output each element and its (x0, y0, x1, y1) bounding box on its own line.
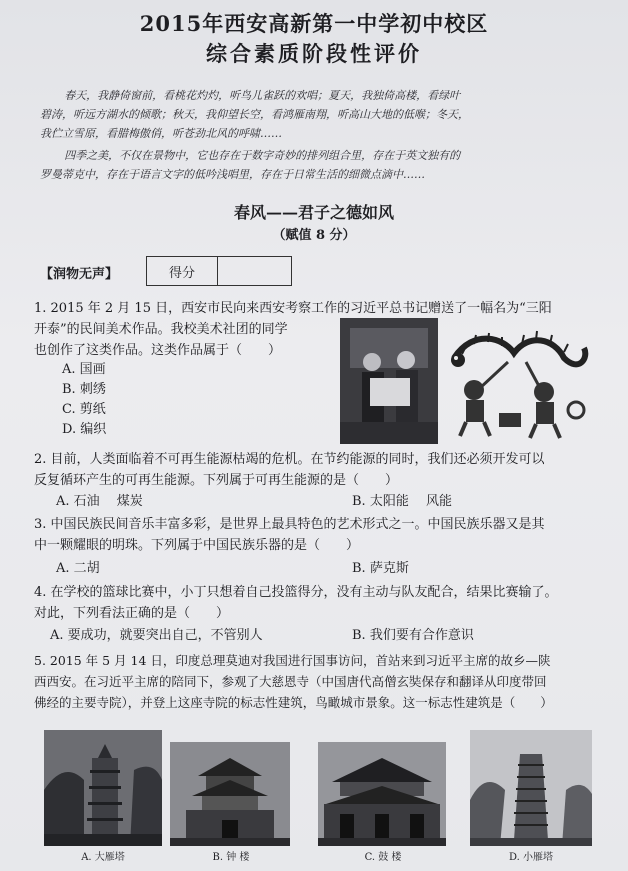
intro-line: 罗曼蒂克中，存在于语言文字的低吟浅唱里，存在于日常生活的细微点滴中…… (40, 168, 425, 181)
question-line: 对此，下列看法正确的是（ ） (34, 606, 230, 621)
score-field[interactable] (218, 257, 291, 285)
caption-a: A. 大雁塔 (81, 852, 125, 863)
intro-line: 四季之美，不仅在景物中，它也存在于数字奇妙的排列组合里，存在于英文独有的 (64, 149, 461, 162)
exam-subtitle: 综合素质阶段性评价 (206, 41, 422, 66)
q2-option-a[interactable]: A. 石油 煤炭 (56, 494, 143, 509)
question-line: 2. 目前，人类面临着不可再生能源枯竭的危机。在节约能源的同时，我们还必须开发可以 (34, 452, 545, 467)
gift-photo (340, 318, 438, 444)
section-tag: 【润物无声】 (40, 267, 119, 282)
question-line: 1. 2015 年 2 月 15 日，西安市民向来西安考察工作的习近平总书记赠送了一幅名为“三阳 (34, 301, 552, 316)
drum-tower-photo[interactable] (318, 742, 446, 846)
question-line: 佛经的主要寺院），并登上这座寺院的标志性建筑，鸟瞰城市景象。这一标志性建筑是（ ） (34, 695, 553, 710)
q4-option-a[interactable]: A. 要成功，就要突出自己，不管别人 (50, 628, 263, 643)
bell-tower-photo[interactable] (170, 742, 290, 846)
question-line: 西西安。在习近平主席的陪同下，参观了大慈恩寺（中国唐代高僧玄奘保存和翻译从印度带回 (34, 674, 547, 689)
q3-option-b[interactable]: B. 萨克斯 (352, 561, 409, 576)
score-label: 得分 (147, 257, 218, 285)
xiaoyan-pagoda-photo[interactable] (470, 730, 592, 846)
question-line: 5. 2015 年 5 月 14 日，印度总理莫迪对我国进行国事访问，首站来到习近平主席的故乡—陕 (34, 653, 551, 668)
question-4 (34, 582, 614, 624)
question-line: 中一颗耀眼的明珠。下列属于中国民族乐器的是（ ） (34, 538, 360, 553)
section-subtitle: （赋值 8 分） (272, 228, 356, 243)
question-5 (34, 650, 619, 713)
q1-option-d[interactable]: D. 编织 (62, 422, 107, 437)
dayan-pagoda-photo[interactable] (44, 730, 162, 846)
intro-paragraph-2 (40, 146, 600, 184)
caption-d: D. 小雁塔 (508, 852, 554, 863)
intro-paragraph-1 (40, 86, 600, 143)
question-line: 4. 在学校的篮球比赛中，小丁只想着自己投篮得分，没有主动与队友配合，结果比赛输了。 (34, 585, 558, 600)
question-line: 也创作了这类作品。这类作品属于（ ） (34, 343, 282, 358)
caption-c: C. 鼓 楼 (364, 852, 402, 863)
question-2 (34, 449, 614, 491)
question-line: 开泰”的民间美术作品。我校美术社团的同学 (34, 322, 288, 337)
intro-line: 碧涛，听远方湖水的倾歌；秋天，我仰望长空，看鸿雁南翔，听高山大地的低喉；冬天， (40, 108, 469, 121)
section-title: 春风——君子之德如风 (233, 203, 394, 222)
caption-b: B. 钟 楼 (212, 852, 250, 863)
q1-option-a[interactable]: A. 国画 (62, 362, 106, 377)
q1-option-c[interactable]: C. 剪纸 (62, 402, 106, 417)
paper-cut-illustration (444, 318, 594, 444)
question-line: 3. 中国民族民间音乐丰富多彩，是世界上最具特色的艺术形式之一。中国民族乐器又是其 (34, 517, 545, 532)
q4-option-b[interactable]: B. 我们要有合作意识 (352, 628, 474, 643)
intro-line: 我伫立雪原，看腊梅傲俏，听苍劲北风的呼啸…… (40, 127, 282, 140)
score-box[interactable] (146, 256, 292, 286)
question-3 (34, 514, 614, 556)
question-line: 反复循环产生的可再生能源。下列属于可再生能源的是（ ） (34, 473, 399, 488)
q3-option-a[interactable]: A. 二胡 (56, 561, 100, 576)
q2-option-b[interactable]: B. 太阳能 风能 (352, 494, 452, 509)
exam-title: 2015年西安高新第一中学初中校区 (139, 11, 489, 36)
intro-line: 春天，我静倚窗前，看桃花灼灼，听鸟儿雀跃的欢唱；夏天，我独倚高楼，看绿叶 (64, 89, 461, 102)
q1-option-b[interactable]: B. 刺绣 (62, 382, 106, 397)
